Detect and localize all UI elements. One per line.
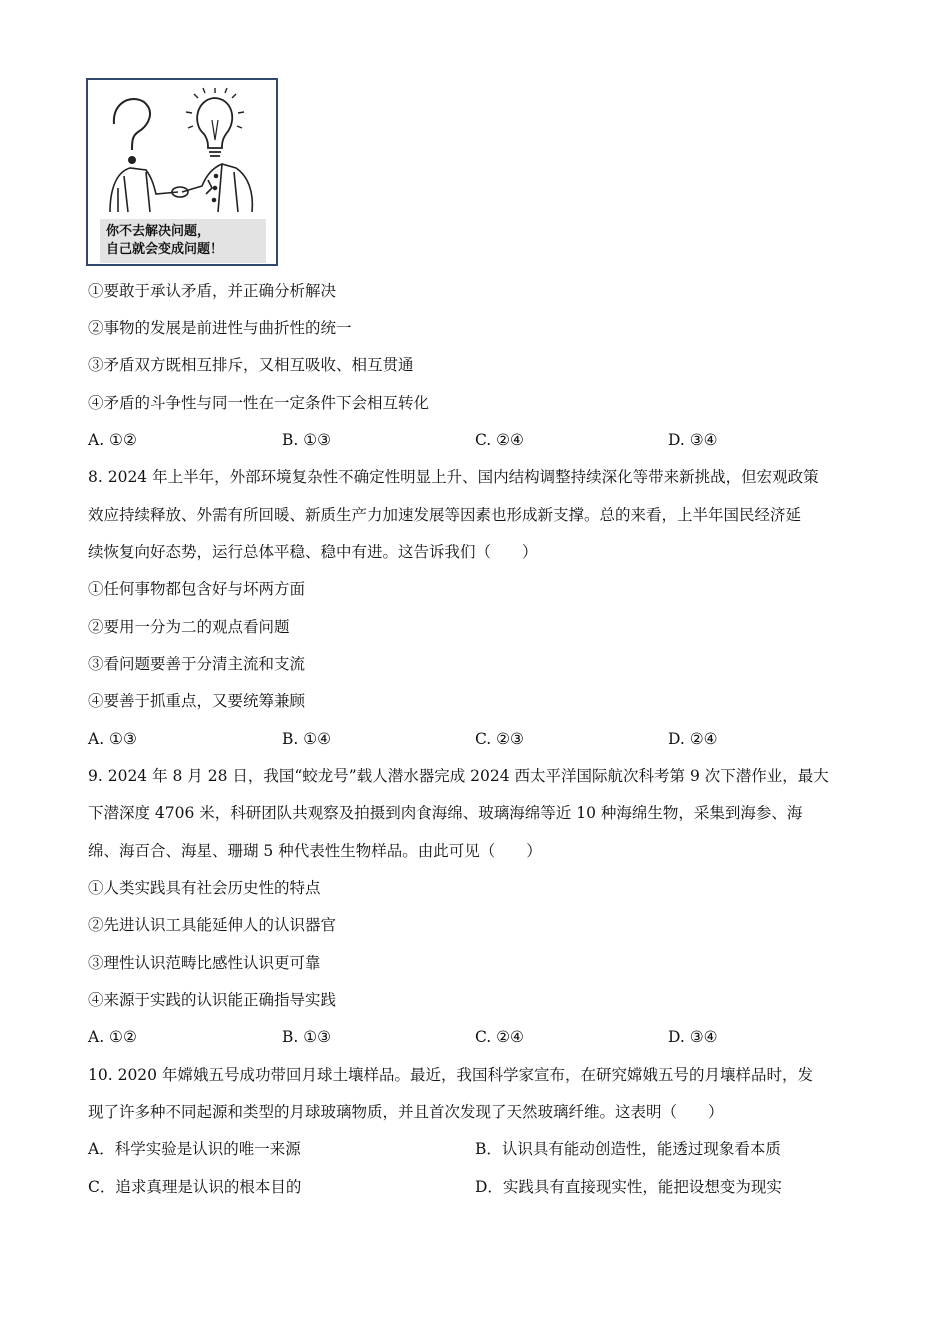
q9-option-c[interactable]: C. ②④ [475,1028,524,1046]
q7-option-d[interactable]: D. ③④ [668,431,718,449]
q9-stem: 9. 2024 年 8 月 28 日，我国“蛟龙号”载人潜水器完成 2024 西太平洋国际航次科考第 9 次下潜作业，最大 [88,767,829,785]
q7-option-c[interactable]: C. ②④ [475,431,524,449]
q9-statement: ①人类实践具有社会历史性的特点 [88,879,321,897]
q7-statement: ②事物的发展是前进性与曲折性的统一 [88,319,352,337]
q9-statement: ③理性认识范畴比感性认识更可靠 [88,954,321,972]
q8-statement: ②要用一分为二的观点看问题 [88,618,290,636]
q9-option-a[interactable]: A. ①② [88,1028,137,1046]
question-mark-head-icon [114,99,150,163]
q7-option-b[interactable]: B. ①③ [282,431,332,449]
q8-stem: 续恢复向好态势，运行总体平稳、稳中有进。这告诉我们（ ） [88,543,538,561]
q10-stem: 10. 2020 年嫦娥五号成功带回月球土壤样品。最近，我国科学家宣布，在研究嫦娥五号的月壤样品时，发 [88,1066,813,1084]
q8-statement: ①任何事物都包含好与坏两方面 [88,580,306,598]
q8-stem: 8. 2024 年上半年，外部环境复杂性不确定性明显上升、国内结构调整持续深化等带来新挑战，但宏观政策 [88,468,819,486]
light-bulb-head-icon [186,88,244,156]
q10-option-b[interactable]: B．认识具有能动创造性，能透过现象看本质 [475,1140,781,1158]
q8-statement: ③看问题要善于分清主流和支流 [88,655,306,673]
cartoon-illustration [86,78,278,266]
q9-stem: 下潜深度 4706 米，科研团队共观察及拍摄到肉食海绵、玻璃海绵等近 10 种海绵生物，采集到海参、海 [88,804,803,822]
q9-option-b[interactable]: B. ①③ [282,1028,332,1046]
q8-option-b[interactable]: B. ①④ [282,730,332,748]
cartoon-caption-line1: 你不去解决问题， [106,224,211,239]
q10-option-a[interactable]: A．科学实验是认识的唯一来源 [88,1140,301,1158]
q7-statement: ①要敢于承认矛盾，并正确分析解决 [88,282,337,300]
q9-option-d[interactable]: D. ③④ [668,1028,718,1046]
q9-statement: ②先进认识工具能延伸人的认识器官 [88,916,337,934]
q10-option-d[interactable]: D．实践具有直接现实性，能把设想变为现实 [475,1178,782,1196]
q9-stem: 绵、海百合、海星、珊瑚 5 种代表性生物样品。由此可见（ ） [88,842,542,860]
q8-option-c[interactable]: C. ②③ [475,730,524,748]
q10-stem: 现了许多种不同起源和类型的月球玻璃物质，并且首次发现了天然玻璃纤维。这表明（ ） [88,1103,724,1121]
q7-statement: ④矛盾的斗争性与同一性在一定条件下会相互转化 [88,394,430,412]
q7-statement: ③矛盾双方既相互排斥，又相互吸收、相互贯通 [88,356,414,374]
q10-option-c[interactable]: C．追求真理是认识的根本目的 [88,1178,302,1196]
q8-option-a[interactable]: A. ①③ [88,730,137,748]
q9-statement: ④来源于实践的认识能正确指导实践 [88,991,337,1009]
q8-statement: ④要善于抓重点，又要统筹兼顾 [88,692,306,710]
q8-stem: 效应持续释放、外需有所回暖、新质生产力加速发展等因素也形成新支撑。总的来看，上半年国民经济延 [88,506,802,524]
q8-option-d[interactable]: D. ②④ [668,730,718,748]
q7-option-a[interactable]: A. ①② [88,431,137,449]
cartoon-caption-line2: 自己就会变成问题！ [106,242,224,257]
